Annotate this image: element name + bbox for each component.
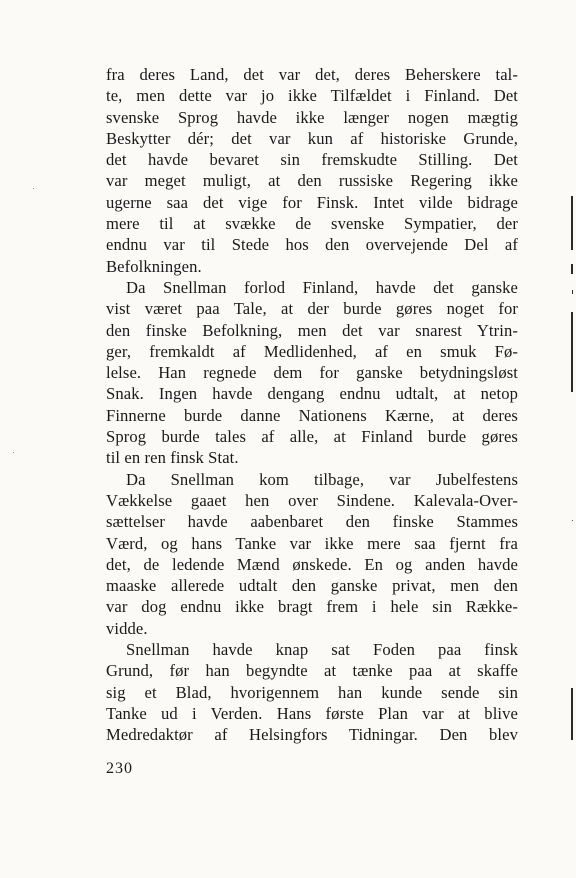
page-number: 230 xyxy=(106,760,133,777)
scan-edge-mark xyxy=(571,264,573,274)
text-line: vist været paa Tale, at der burde gøres noget for xyxy=(106,299,518,319)
text-line: Grund, før han begyndte at tænke paa at skaffe xyxy=(106,661,518,681)
text-line: ugerne saa det vige for Finsk. Intet vilde bidrage xyxy=(106,192,518,212)
text-line: maaske allerede udtalt den ganske privat, men den xyxy=(106,576,518,596)
text-line: Sprog burde tales af alle, at Finland burde gøres xyxy=(106,427,518,447)
text-line: Befolkningen. xyxy=(106,256,202,276)
text-line: Snellman havde knap sat Foden paa finsk xyxy=(126,640,518,660)
scan-speck xyxy=(33,188,34,189)
scan-edge-mark xyxy=(571,688,573,740)
text-line: Medredaktør af Helsingfors Tidningar. Den blev xyxy=(106,725,518,745)
text-line: vidde. xyxy=(106,618,148,638)
text-line: te, men dette var jo ikke Tilfældet i Finland. Det xyxy=(106,86,518,106)
scan-speck xyxy=(13,452,14,453)
text-line: sættelser havde aabenbaret den finske Stammes xyxy=(106,512,518,532)
scan-edge-mark xyxy=(572,520,574,521)
text-line: Beskytter dér; det var kun af historiske Grunde, xyxy=(106,128,518,148)
text-line: endnu var til Stede hos den overvejende Del af xyxy=(106,235,518,255)
text-line: sig et Blad, hvorigennem han kunde sende sin xyxy=(106,682,518,702)
text-line: svenske Sprog havde ikke længer nogen mægtig xyxy=(106,107,518,127)
text-line: Finnerne burde danne Nationens Kærne, at deres xyxy=(106,405,518,425)
text-line: det havde bevaret sin fremskudte Stilling. Det xyxy=(106,150,518,170)
text-line: Tanke ud i Verden. Hans første Plan var at blive xyxy=(106,703,518,723)
text-line: var meget muligt, at den russiske Regering ikke xyxy=(106,171,518,191)
text-line: Da Snellman forlod Finland, havde det ganske xyxy=(126,277,518,297)
scan-edge-mark xyxy=(571,196,573,250)
text-line: fra deres Land, det var det, deres Beherskere tal- xyxy=(106,65,518,84)
text-line: Snak. Ingen havde dengang endnu udtalt, at netop xyxy=(106,384,518,404)
scan-edge-mark xyxy=(572,290,574,294)
text-line: til en ren finsk Stat. xyxy=(106,448,239,468)
text-line: lelse. Han regnede dem for ganske betydningsløst xyxy=(106,363,518,383)
text-line: var dog endnu ikke bragt frem i hele sin Række- xyxy=(106,597,518,617)
text-line: Værd, og hans Tanke var ikke mere saa fjernt fra xyxy=(106,533,518,553)
text-line: Da Snellman kom tilbage, var Jubelfestens xyxy=(126,469,518,489)
text-line: ger, fremkaldt af Medlidenhed, af en smuk Fø- xyxy=(106,341,518,361)
text-line: den finske Befolkning, men det var snarest Ytrin- xyxy=(106,320,518,340)
text-line: Vækkelse gaaet hen over Sindene. Kalevala-Over- xyxy=(106,490,518,510)
text-line: mere til at svække de svenske Sympatier, der xyxy=(106,214,518,234)
page-text-block xyxy=(106,64,518,746)
scan-edge-mark xyxy=(571,312,573,392)
text-line: det, de ledende Mænd ønskede. En og anden havde xyxy=(106,554,518,574)
